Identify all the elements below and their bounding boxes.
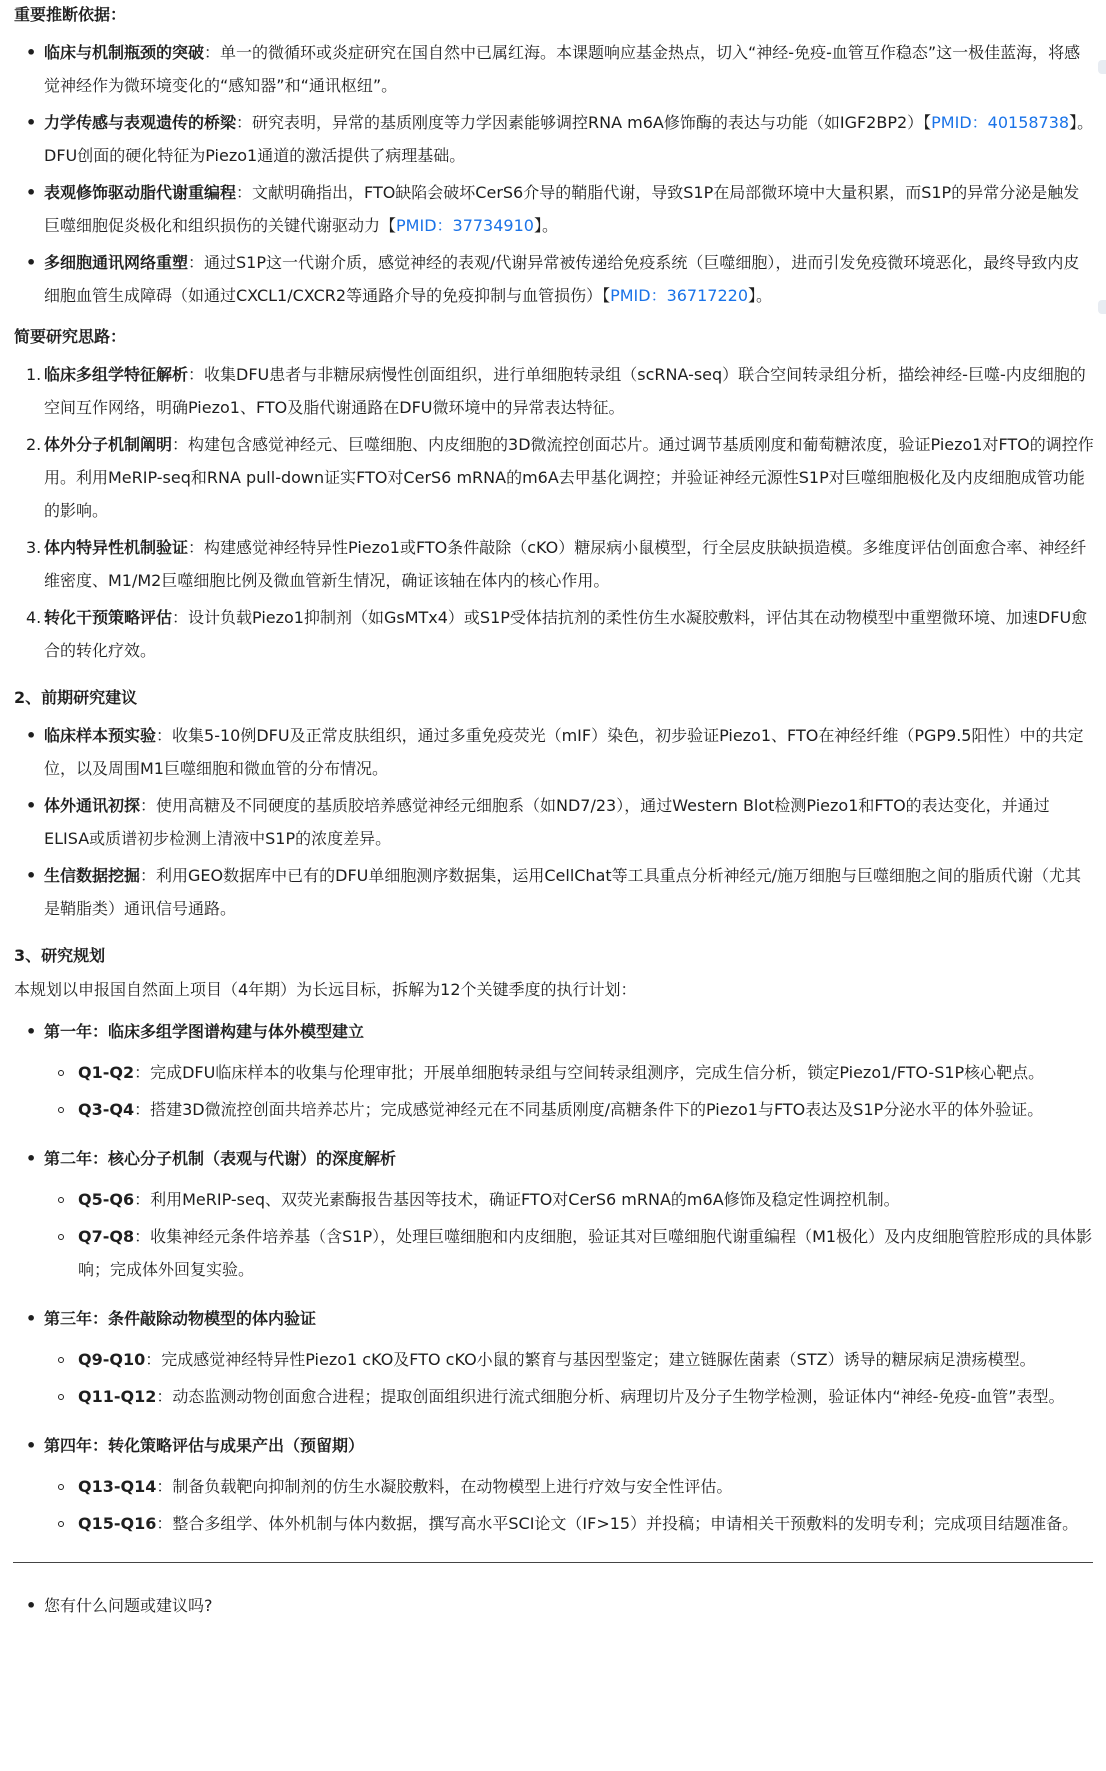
circle-bullet-icon [58, 1107, 64, 1113]
scroll-edge-marker [1098, 300, 1106, 314]
item-body: ：研究表明，异常的基质刚度等力学因素能够调控RNA m6A修饰酶的表达与功能（如IGF2BP2）【 [236, 113, 932, 132]
plan-intro: 本规划以申报国自然面上项目（4年期）为长远目标，拆解为12个关键季度的执行计划： [14, 980, 637, 999]
list-item [14, 601, 1094, 667]
list-item [14, 176, 1094, 242]
bullet-dot-icon: • [26, 1022, 37, 1041]
scroll-edge-marker [1098, 60, 1106, 74]
basis-list [14, 36, 1094, 312]
quarter-label: Q3-Q4 [78, 1100, 135, 1119]
quarter-list [14, 1056, 1094, 1126]
quarter-body: ：整合多组学、体外机制与体内数据，撰写高水平SCI论文（IF>15）并投稿；申请相关干预敷料的发明专利；完成项目结题准备。 [156, 1514, 1079, 1533]
document-body [14, 0, 1094, 1622]
list-item [14, 36, 1094, 102]
quarter-label: Q1-Q2 [78, 1063, 135, 1082]
year-title: 第一年：临床多组学图谱构建与体外模型建立 [44, 1022, 365, 1041]
year-title: 第二年：核心分子机制（表观与代谢）的深度解析 [44, 1149, 397, 1168]
item-title: 体外分子机制阐明 [44, 435, 173, 454]
bullet-dot-icon: • [26, 253, 37, 272]
pmid-link[interactable]: PMID：40158738 [931, 113, 1070, 132]
quarter-body: ：完成DFU临床样本的收集与伦理审批；开展单细胞转录组与空间转录组测序，完成生信分析，锁定Piezo1/FTO-S1P核心靶点。 [134, 1063, 1045, 1082]
item-number: 4. [26, 608, 42, 627]
quarter-label: Q15-Q16 [78, 1514, 157, 1533]
bullet-dot-icon: • [26, 726, 37, 745]
bullet-dot-icon: • [26, 113, 37, 132]
quarter-body: ：收集神经元条件培养基（含S1P），处理巨噬细胞和内皮细胞，验证其对巨噬细胞代谢重编程（M1极化）及内皮细胞管腔形成的具体影响；完成体外回复实验。 [78, 1227, 1093, 1279]
circle-bullet-icon [58, 1357, 64, 1363]
quarter-item [14, 1093, 1094, 1126]
item-body: ：构建感觉神经特异性Piezo1或FTO条件敲除（cKO）糖尿病小鼠模型，行全层皮肤缺损造模。多维度评估创面愈合率、神经纤维密度、M1/M2巨噬细胞比例及微血管新生情况，确证该轴在体内的核心作用。 [44, 538, 1087, 590]
plan-heading: 3、研究规划 [14, 946, 106, 965]
quarter-item [14, 1380, 1094, 1413]
item-tail: 】。DFU创面的硬化特征为Piezo1通道的激活提供了病理基础。 [44, 113, 1094, 165]
year-item [14, 1015, 1094, 1126]
quarter-item [14, 1343, 1094, 1376]
item-title: 生信数据挖掘 [44, 866, 141, 885]
item-title: 转化干预策略评估 [44, 608, 173, 627]
item-title: 多细胞通讯网络重塑 [44, 253, 189, 272]
list-item [14, 789, 1094, 855]
bullet-dot-icon: • [26, 183, 37, 202]
item-title: 体外通讯初探 [44, 796, 141, 815]
bullet-dot-icon: • [26, 1309, 37, 1328]
bullet-dot-icon: • [26, 1596, 37, 1615]
prelim-list [14, 719, 1094, 925]
item-title: 表观修饰驱动脂代谢重编程 [44, 183, 237, 202]
item-title: 力学传感与表观遗传的桥梁 [44, 113, 237, 132]
year-item [14, 1142, 1094, 1286]
list-item [14, 428, 1094, 527]
item-number: 3. [26, 538, 42, 557]
bullet-dot-icon: • [26, 796, 37, 815]
item-title: 临床与机制瓶颈的突破 [44, 43, 205, 62]
quarter-item [14, 1183, 1094, 1216]
item-body: ：文献明确指出，FTO缺陷会破坏CerS6介导的鞘脂代谢，导致S1P在局部微环境中大量积累，而S1P的异常分泌是触发巨噬细胞促炎极化和组织损伤的关键代谢驱动力【 [44, 183, 1080, 235]
item-body: ：单一的微循环或炎症研究在国自然中已属红海。本课题响应基金热点，切入“神经-免疫-血管互作稳态”这一极佳蓝海，将感觉神经作为微环境变化的“感知器”和“通讯枢纽”。 [44, 43, 1081, 95]
list-item [14, 246, 1094, 312]
quarter-body: ：动态监测动物创面愈合进程；提取创面组织进行流式细胞分析、病理切片及分子生物学检测，验证体内“神经-免疫-血管”表型。 [156, 1387, 1065, 1406]
quarter-list [14, 1343, 1094, 1413]
circle-bullet-icon [58, 1521, 64, 1527]
item-body: ：构建包含感觉神经元、巨噬细胞、内皮细胞的3D微流控创面芯片。通过调节基质刚度和葡萄糖浓度，验证Piezo1对FTO的调控作用。利用MeRIP-seq和RNA pull-down证实FTO对CerS6 mRNA的m6A去甲基化调控；并验证神经元源性S1P对巨噬细胞极化及内皮细胞成管功能的影响。 [44, 435, 1094, 520]
item-title: 体内特异性机制验证 [44, 538, 189, 557]
bullet-dot-icon: • [26, 866, 37, 885]
brief-heading: 简要研究思路： [14, 327, 127, 346]
quarter-body: ：搭建3D微流控创面共培养芯片；完成感觉神经元在不同基质刚度/高糖条件下的Piezo1与FTO表达及S1P分泌水平的体外验证。 [134, 1100, 1044, 1119]
quarter-body: ：制备负载靶向抑制剂的仿生水凝胶敷料，在动物模型上进行疗效与安全性评估。 [156, 1477, 733, 1496]
quarter-label: Q5-Q6 [78, 1190, 135, 1209]
item-number: 2. [26, 435, 42, 454]
list-item [14, 859, 1094, 925]
quarter-body: ：完成感觉神经特异性Piezo1 cKO及FTO cKO小鼠的繁育与基因型鉴定；建立链脲佐菌素（STZ）诱导的糖尿病足溃疡模型。 [145, 1350, 1036, 1369]
list-item [14, 358, 1094, 424]
item-body: ：使用高糖及不同硬度的基质胶培养感觉神经元细胞系（如ND7/23），通过Western Blot检测Piezo1和FTO的表达变化，并通过ELISA或质谱初步检测上清液中S1P的浓度差异。 [44, 796, 1050, 848]
section-divider [13, 1562, 1093, 1563]
circle-bullet-icon [58, 1234, 64, 1240]
followup-question[interactable] [14, 1589, 1094, 1622]
pmid-link[interactable]: PMID：37734910 [396, 216, 534, 235]
followup-list [14, 1589, 1094, 1622]
quarter-item [14, 1507, 1094, 1540]
list-item [14, 719, 1094, 785]
item-title: 临床多组学特征解析 [44, 365, 189, 384]
circle-bullet-icon [58, 1070, 64, 1076]
bullet-dot-icon: • [26, 43, 37, 62]
plan-years-list [14, 1015, 1094, 1540]
quarter-label: Q7-Q8 [78, 1227, 135, 1246]
pmid-link[interactable]: PMID：36717220 [610, 286, 749, 305]
quarter-item [14, 1220, 1094, 1286]
question-text: 您有什么问题或建议吗? [44, 1596, 213, 1615]
item-body: ：利用GEO数据库中已有的DFU单细胞测序数据集，运用CellChat等工具重点分析神经元/施万细胞与巨噬细胞之间的脂质代谢（尤其是鞘脂类）通讯信号通路。 [44, 866, 1082, 918]
quarter-body: ：利用MeRIP-seq、双荧光素酶报告基因等技术，确证FTO对CerS6 mRNA的m6A修饰及稳定性调控机制。 [134, 1190, 900, 1209]
item-body: ：收集5-10例DFU及正常皮肤组织，通过多重免疫荧光（mIF）染色，初步验证Piezo1、FTO在神经纤维（PGP9.5阳性）中的共定位，以及周围M1巨噬细胞和微血管的分布情况。 [44, 726, 1084, 778]
year-title: 第四年：转化策略评估与成果产出（预留期） [44, 1436, 365, 1455]
year-title: 第三年：条件敲除动物模型的体内验证 [44, 1309, 317, 1328]
item-tail: 】。 [748, 286, 773, 305]
quarter-label: Q9-Q10 [78, 1350, 146, 1369]
item-body: ：收集DFU患者与非糖尿病慢性创面组织，进行单细胞转录组（scRNA-seq）联合空间转录组分析，描绘神经-巨噬-内皮细胞的空间互作网络，明确Piezo1、FTO及脂代谢通路在DFU微环境中的异常表达特征。 [44, 365, 1086, 417]
list-item [14, 531, 1094, 597]
list-item [14, 106, 1094, 172]
basis-heading: 重要推断依据： [14, 5, 127, 24]
quarter-item [14, 1056, 1094, 1089]
quarter-list [14, 1470, 1094, 1540]
item-number: 1. [26, 365, 42, 384]
quarter-list [14, 1183, 1094, 1286]
year-item [14, 1429, 1094, 1540]
item-title: 临床样本预实验 [44, 726, 157, 745]
circle-bullet-icon [58, 1484, 64, 1490]
bullet-dot-icon: • [26, 1149, 37, 1168]
brief-list [14, 358, 1094, 667]
item-tail: 】。 [533, 216, 558, 235]
quarter-label: Q11-Q12 [78, 1387, 157, 1406]
item-body: ：设计负载Piezo1抑制剂（如GsMTx4）或S1P受体拮抗剂的柔性仿生水凝胶敷料，评估其在动物模型中重塑微环境、加速DFU愈合的转化疗效。 [44, 608, 1088, 660]
circle-bullet-icon [58, 1394, 64, 1400]
quarter-label: Q13-Q14 [78, 1477, 157, 1496]
quarter-item [14, 1470, 1094, 1503]
item-body: ：通过S1P这一代谢介质，感觉神经的表观/代谢异常被传递给免疫系统（巨噬细胞），进而引发免疫微环境恶化，最终导致内皮细胞血管生成障碍（如通过CXCL1/CXCR2等通路介导的免疫抑制与血管损伤）【 [44, 253, 1080, 305]
bullet-dot-icon: • [26, 1436, 37, 1455]
prelim-heading: 2、前期研究建议 [14, 688, 138, 707]
circle-bullet-icon [58, 1197, 64, 1203]
year-item [14, 1302, 1094, 1413]
